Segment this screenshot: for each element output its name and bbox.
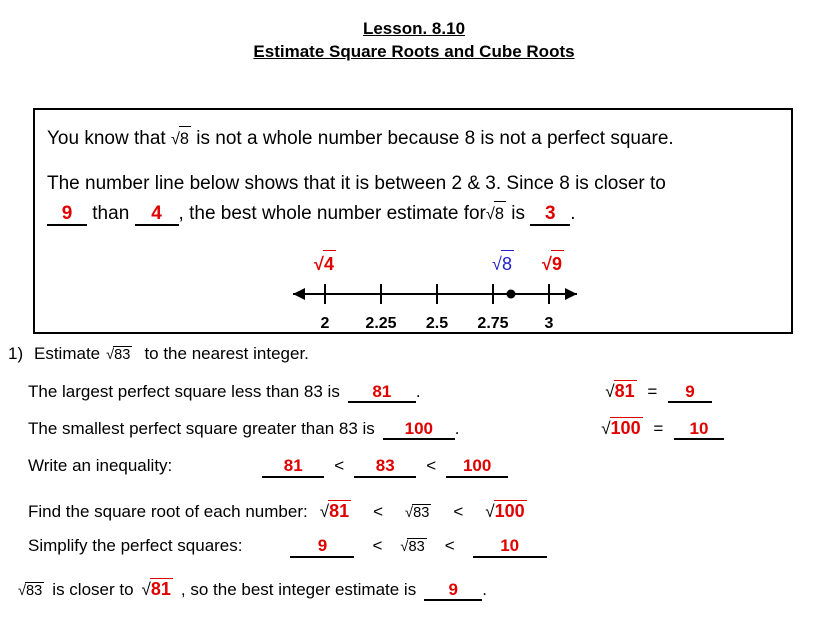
row-find-square-root [28, 500, 820, 522]
simplify-op-2: < [444, 535, 455, 555]
row-1-right-expression [605, 380, 712, 403]
row-smallest-perfect-square [28, 419, 820, 440]
sqrt-row-a: √81 [319, 500, 350, 521]
answer-other-blank[interactable]: 4 [135, 204, 179, 226]
sqrt-row-op-1: < [373, 501, 384, 521]
conclusion-text-b: , so the best integer estimate is [180, 579, 417, 599]
sqrt-row-c: √100 [485, 500, 525, 521]
sqrt-row-b-radicand: 83 [413, 504, 430, 521]
simplify-b-radicand: 83 [408, 538, 425, 555]
number-line-label-sqrt4: √4 [314, 250, 336, 279]
intro-p2-text-c: , the best whole number estimate for [178, 202, 486, 224]
number-line-label-sqrt9: √9 [542, 250, 564, 279]
number-line-axis [35, 276, 795, 312]
row-2-equals: = [653, 418, 664, 438]
intro-p2-text-b: than [92, 202, 130, 224]
tick-label-1: 2.25 [365, 315, 397, 332]
answer-closer-blank[interactable]: 9 [47, 204, 87, 226]
sqrt9-radicand: 9 [551, 250, 564, 279]
intro-paragraph-2 [47, 169, 781, 228]
conclusion-text-a: is closer to [52, 579, 134, 599]
row-2-label: The smallest perfect square greater than 83 is [28, 418, 375, 438]
intro-p2-text-e: . [570, 202, 576, 224]
radical-8-radicand-2: 8 [494, 201, 506, 227]
row-conclusion [18, 578, 820, 601]
radical-83-prompt-radicand: 83 [114, 347, 131, 363]
simplify-row-label: Simplify the perfect squares: [28, 535, 243, 555]
conclusion-radical-83: √83 [18, 582, 43, 599]
radical-8-inline: √8 [171, 126, 191, 152]
simplify-a-blank[interactable]: 9 [290, 536, 354, 558]
conclusion-radical-83-radicand: 83 [26, 582, 43, 599]
conclusion-period: . [482, 579, 487, 599]
sqrt-row-c-radicand: 100 [494, 500, 525, 521]
radical-8-radicand: 8 [179, 126, 191, 152]
row-2-right-answer-blank[interactable]: 10 [674, 420, 724, 440]
row-2-answer-blank[interactable]: 100 [383, 420, 455, 440]
intro-p2-text-d: is [511, 202, 525, 224]
answer-estimate-blank[interactable]: 3 [530, 204, 570, 226]
intro-box [33, 108, 793, 334]
intro-p1-text-a: You know that [47, 128, 166, 149]
row-largest-perfect-square [28, 382, 820, 403]
inequality-op-1: < [334, 455, 345, 475]
sqrt4-radicand: 4 [323, 250, 336, 279]
inequality-expression [262, 456, 508, 478]
row-1-period: . [415, 382, 421, 401]
problem-1-number: 1) [8, 344, 24, 363]
sqrt-row-label: Find the square root of each number: [28, 501, 308, 521]
radical-100: √100 [601, 417, 641, 438]
simplify-row-expression [290, 536, 546, 558]
simplify-b: √83 [400, 538, 425, 555]
row-2-period: . [454, 418, 460, 438]
number-line-label-sqrt8: √8 [492, 250, 514, 279]
page-title [0, 0, 828, 64]
row-1-answer-blank[interactable]: 81 [348, 383, 416, 403]
tick-label-4: 3 [544, 315, 554, 332]
row-2-right-expression [601, 417, 724, 440]
inequality-b-blank[interactable]: 83 [354, 456, 416, 478]
intro-p1-text-b: is not a whole number because 8 is not a perfect square. [196, 128, 674, 149]
simplify-op-1: < [372, 535, 383, 555]
radical-81: √81 [605, 381, 635, 401]
row-write-inequality [28, 456, 820, 478]
sqrt8-radicand: 8 [501, 250, 514, 279]
conclusion-answer-blank[interactable]: 9 [424, 581, 482, 601]
number-line [35, 250, 791, 340]
title-line-2: Estimate Square Roots and Cube Roots [253, 41, 575, 61]
conclusion-radical-81: √81 [141, 578, 171, 599]
row-simplify [28, 536, 820, 558]
radical-83-prompt: √83 [106, 347, 131, 363]
intro-paragraph-1 [47, 124, 781, 153]
sqrt-row-op-2: < [453, 501, 464, 521]
problem-1-prompt-a: Estimate [34, 344, 101, 363]
radical-8-inline-2: √8 [486, 201, 506, 227]
title-line-1: Lesson. 8.10 [362, 19, 466, 38]
inequality-a-blank[interactable]: 81 [262, 456, 324, 478]
tick-label-2: 2.5 [425, 315, 449, 332]
conclusion-radical-81-radicand: 81 [150, 578, 171, 599]
sqrt-row-a-radicand: 81 [329, 500, 350, 521]
problem-1-prompt-b: to the nearest integer. [144, 344, 309, 363]
problem-1 [8, 344, 820, 601]
radical-100-radicand: 100 [610, 417, 641, 438]
inequality-label: Write an inequality: [28, 455, 173, 475]
inequality-op-2: < [426, 455, 437, 475]
radical-81-radicand: 81 [614, 381, 635, 401]
problem-1-prompt [8, 344, 820, 364]
sqrt-row-expression [320, 500, 527, 522]
inequality-c-blank[interactable]: 100 [446, 456, 508, 478]
tick-label-0: 2 [320, 315, 330, 332]
sqrt-row-b: √83 [405, 504, 430, 521]
row-1-equals: = [647, 382, 658, 401]
number-line-radical-labels [35, 250, 791, 276]
row-1-right-answer-blank[interactable]: 9 [668, 383, 712, 403]
row-1-label: The largest perfect square less than 83 is [28, 382, 340, 401]
simplify-c-blank[interactable]: 10 [473, 536, 547, 558]
tick-label-3: 2.75 [477, 315, 509, 332]
intro-p2-text-a: The number line below shows that it is between 2 & 3. Since 8 is closer to [47, 173, 666, 195]
